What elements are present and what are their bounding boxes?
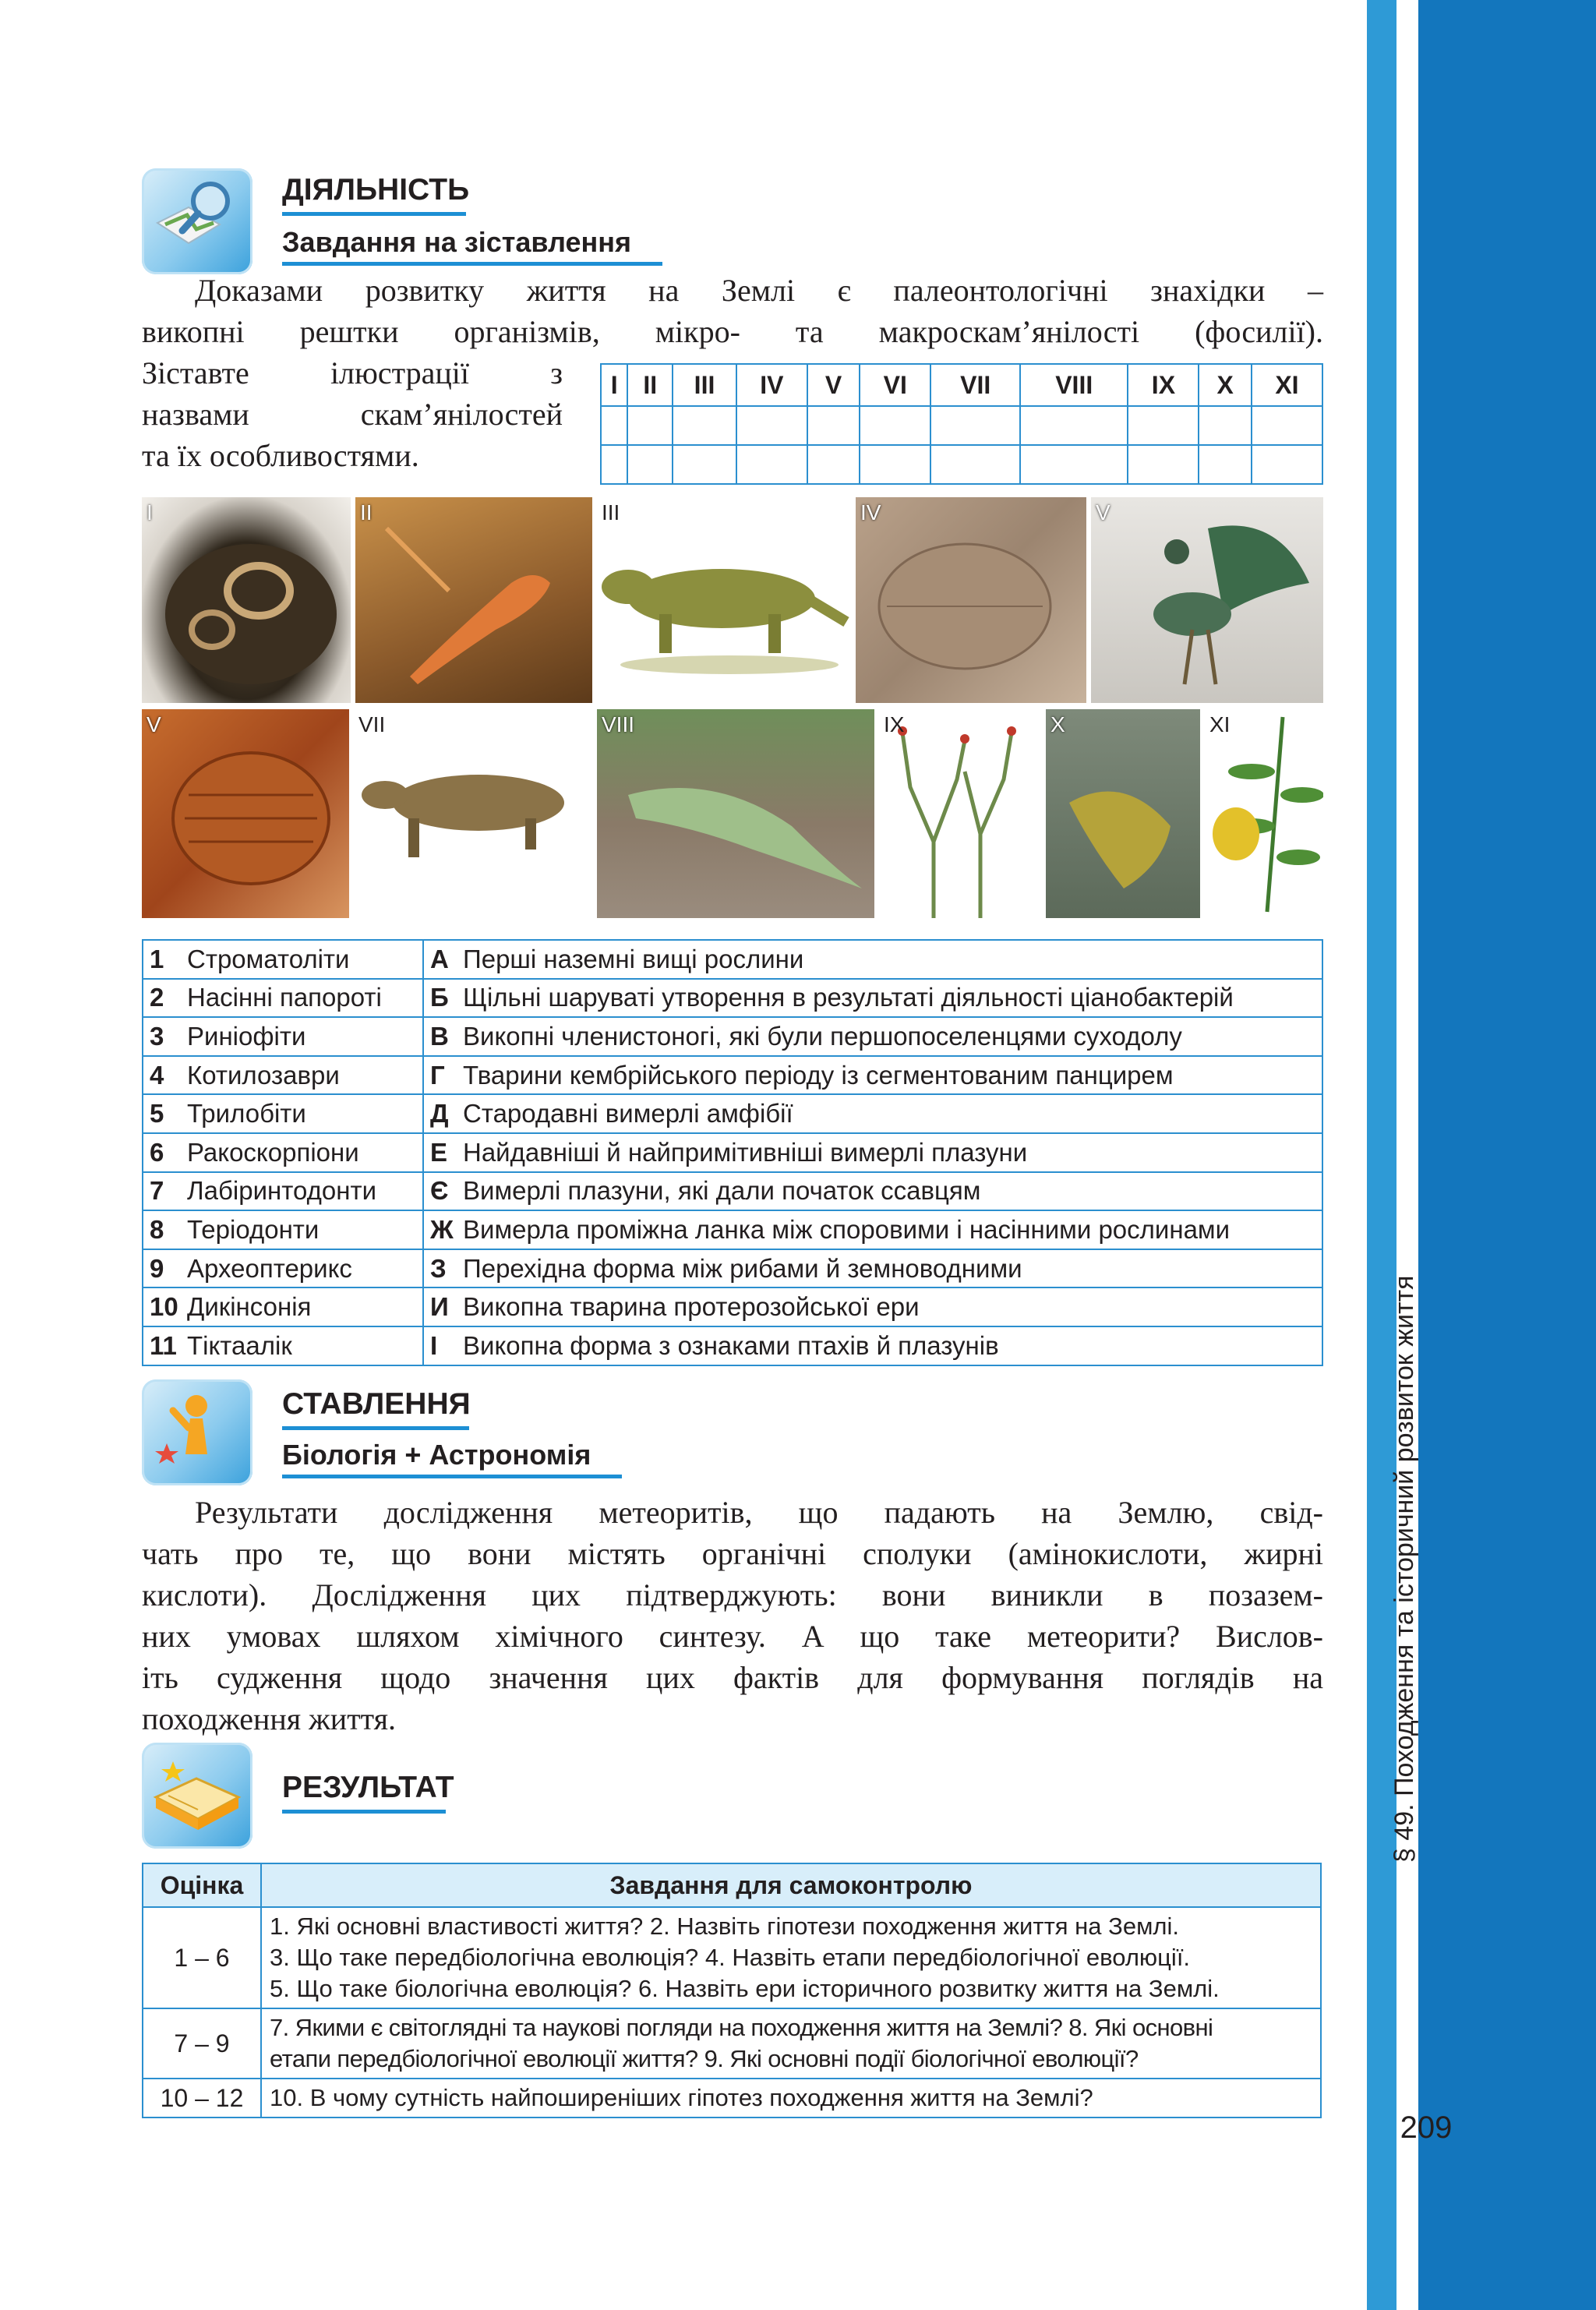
title-underline xyxy=(282,1810,446,1814)
table-row xyxy=(143,1907,1321,2008)
feature-letter: Е xyxy=(423,1133,457,1172)
feature-desc: Викопна тварина протерозойської ери xyxy=(457,1287,1322,1326)
fossil-name: Тіктаалік xyxy=(181,1326,423,1365)
archaeopteryx-image xyxy=(1091,497,1323,703)
grade-cell: 10 – 12 xyxy=(143,2079,261,2118)
notebook-icon xyxy=(142,1743,252,1849)
table-row xyxy=(143,1249,1322,1288)
dickinsonia-image xyxy=(856,497,1086,703)
feature-desc: Викопні членистоногі, які були першопоселенцями суходолу xyxy=(457,1017,1322,1056)
grid-header: I xyxy=(601,364,627,406)
item-number: 8 xyxy=(143,1210,181,1249)
attitude-subtitle: Біологія + Астрономія xyxy=(282,1439,591,1471)
table-row xyxy=(143,979,1322,1018)
table-row xyxy=(143,1326,1322,1365)
feature-letter: З xyxy=(423,1249,457,1288)
feature-letter: Г xyxy=(423,1056,457,1095)
table-row xyxy=(143,1133,1322,1172)
answer-grid xyxy=(600,363,1323,485)
feature-letter: І xyxy=(423,1326,457,1365)
table-row xyxy=(143,1094,1322,1133)
grid-header: XI xyxy=(1252,364,1322,406)
feature-desc: Вимерлі плазуни, які дали початок ссавцям xyxy=(457,1172,1322,1211)
answer-cell[interactable] xyxy=(807,445,860,484)
item-number: 1 xyxy=(143,940,181,979)
item-number: 6 xyxy=(143,1133,181,1172)
answer-cell[interactable] xyxy=(627,445,673,484)
grid-header: X xyxy=(1199,364,1251,406)
attitude-icon xyxy=(142,1379,252,1485)
answer-cell[interactable] xyxy=(1252,406,1322,445)
feature-desc: Щільні шаруваті утворення в результаті діяльності ціанобактерій xyxy=(457,979,1322,1018)
feature-desc: Викопна форма з ознаками птахів й плазунів xyxy=(457,1326,1322,1365)
seed-fern-image xyxy=(1205,709,1323,918)
item-number: 9 xyxy=(143,1249,181,1288)
answer-cell[interactable] xyxy=(1128,445,1199,484)
fossil-name: Котилозаври xyxy=(181,1056,423,1095)
fossil-name: Лабіринтодонти xyxy=(181,1172,423,1211)
result-title: РЕЗУЛЬТАТ xyxy=(282,1771,454,1804)
task-line: 5. Що таке біологічна еволюція? 6. Назвіть ери історичного розвитку життя на Землі. xyxy=(270,1975,1220,2002)
image-label: I xyxy=(147,500,153,525)
title-underline xyxy=(282,1426,469,1430)
table-row xyxy=(143,940,1322,979)
text-line: них умовах шляхом хімічного синтезу. А що таке метеорити? Вислов- xyxy=(142,1619,1323,1654)
image-label: VIII xyxy=(602,712,635,736)
item-number: 10 xyxy=(143,1287,181,1326)
table-row xyxy=(143,2008,1321,2079)
table-row xyxy=(143,1017,1322,1056)
task-line: 10. В чому сутність найпоширеніших гіпотез походження життя на Землі? xyxy=(270,2084,1093,2111)
answer-cell[interactable] xyxy=(627,406,673,445)
text-line: назвами скам’янілостей xyxy=(142,397,563,432)
task-cell xyxy=(261,2008,1321,2079)
answer-cell[interactable] xyxy=(1020,406,1128,445)
grid-header: VIII xyxy=(1020,364,1128,406)
chapter-caption: § 49. Походження та історичний розвиток життя xyxy=(1389,1275,1419,1863)
fossil-name: Археоптерикс xyxy=(181,1249,423,1288)
feature-letter: А xyxy=(423,940,457,979)
grid-header: V xyxy=(807,364,860,406)
item-number: 2 xyxy=(143,979,181,1018)
subtitle-underline xyxy=(282,1475,622,1478)
item-number: 7 xyxy=(143,1172,181,1211)
theriodont-image xyxy=(354,709,592,918)
task-line: етапи передбіологічної еволюції життя? 9. Які основні події біологічної еволюції? xyxy=(270,2045,1139,2072)
answer-cell[interactable] xyxy=(673,445,736,484)
fossil-name: Ракоскорпіони xyxy=(181,1133,423,1172)
table-row xyxy=(143,1287,1322,1326)
image-label: VII xyxy=(358,712,386,736)
map-magnifier-icon xyxy=(142,168,252,274)
margin-band xyxy=(1418,0,1596,2310)
cotylosaur-image xyxy=(597,497,851,703)
image-label: III xyxy=(602,500,620,525)
text-line: чать про те, що вони містять органічні сполуки (амінокислоти, жирні xyxy=(142,1536,1323,1571)
grid-header: VII xyxy=(930,364,1020,406)
tiktaalik-image xyxy=(1046,709,1200,918)
grade-cell: 7 – 9 xyxy=(143,2008,261,2079)
answer-cell[interactable] xyxy=(1020,445,1128,484)
grid-header: II xyxy=(627,364,673,406)
answer-cell[interactable] xyxy=(736,406,807,445)
rhyniophyte-image xyxy=(879,709,1041,918)
item-number: 5 xyxy=(143,1094,181,1133)
attitude-title: СТАВЛЕННЯ xyxy=(282,1387,471,1421)
task-line: 1. Які основні властивості життя? 2. Назвіть гіпотези походження життя на Землі. xyxy=(270,1913,1180,1940)
sea-scorpion-image xyxy=(355,497,592,703)
feature-letter: В xyxy=(423,1017,457,1056)
image-label: X xyxy=(1050,712,1065,736)
activity-text xyxy=(142,270,1323,352)
fossil-name: Теріодонти xyxy=(181,1210,423,1249)
text-line: Доказами розвитку життя на Землі є палеонтологічні знахідки – xyxy=(195,273,1323,308)
item-number: 11 xyxy=(143,1326,181,1365)
answer-cell[interactable] xyxy=(1199,445,1251,484)
feature-desc: Тварини кембрійського періоду із сегментованим панцирем xyxy=(457,1056,1322,1095)
subtitle-underline xyxy=(282,262,662,266)
text-line: Зіставте ілюстрації з xyxy=(142,355,563,390)
answer-cell[interactable] xyxy=(807,406,860,445)
answer-cell[interactable] xyxy=(673,406,736,445)
image-label: V xyxy=(1096,500,1110,525)
fossil-name: Дикінсонія xyxy=(181,1287,423,1326)
fossil-name: Насінні папороті xyxy=(181,979,423,1018)
task-line: 3. Що таке передбіологічна еволюція? 4. Назвіть етапи передбіологічної еволюції. xyxy=(270,1944,1191,1971)
column-header: Оцінка xyxy=(143,1863,261,1907)
answer-cell[interactable] xyxy=(601,406,627,445)
text-line: та їх особливостями. xyxy=(142,438,419,473)
answer-cell[interactable] xyxy=(1128,406,1199,445)
trilobite-image xyxy=(142,709,349,918)
column-header: Завдання для самоконтролю xyxy=(261,1863,1321,1907)
table-row xyxy=(143,1056,1322,1095)
matching-table xyxy=(142,939,1323,1366)
feature-desc: Стародавні вимерлі амфібії xyxy=(457,1094,1322,1133)
text-line: Результати дослідження метеоритів, що падають на Землю, свід- xyxy=(195,1495,1323,1530)
item-number: 4 xyxy=(143,1056,181,1095)
labyrinthodont-image xyxy=(597,709,874,918)
fossil-name: Риніофіти xyxy=(181,1017,423,1056)
fossil-name: Трилобіти xyxy=(181,1094,423,1133)
text-line: викопні рештки організмів, мікро- та макроскам’янілості (фосилії). xyxy=(142,314,1323,349)
table-row xyxy=(143,1172,1322,1211)
title-underline xyxy=(282,212,466,216)
answer-cell[interactable] xyxy=(860,406,930,445)
feature-desc: Вимерла проміжна ланка між споровими і насінними рослинами xyxy=(457,1210,1322,1249)
grid-header: IV xyxy=(736,364,807,406)
task-cell xyxy=(261,2079,1321,2118)
grid-header: VI xyxy=(860,364,930,406)
task-line: 7. Якими є світоглядні та наукові погляди на походження життя на Землі? 8. Які основні xyxy=(270,2014,1213,2041)
item-number: 3 xyxy=(143,1017,181,1056)
image-label: V xyxy=(147,712,161,736)
answer-cell[interactable] xyxy=(736,445,807,484)
answer-cell[interactable] xyxy=(1252,445,1322,484)
page-number: 209 xyxy=(1400,2110,1453,2145)
answer-cell[interactable] xyxy=(601,445,627,484)
task-cell xyxy=(261,1907,1321,2008)
answer-cell[interactable] xyxy=(860,445,930,484)
text-line: кислоти). Дослідження цих підтверджують: вони виникли в позазем- xyxy=(142,1577,1323,1612)
fossil-name: Строматоліти xyxy=(181,940,423,979)
grade-cell: 1 – 6 xyxy=(143,1907,261,2008)
activity-subtitle: Завдання на зіставлення xyxy=(282,226,631,258)
text-line: іть судження щодо значення цих фактів для формування поглядів на xyxy=(142,1660,1323,1695)
activity-text-left xyxy=(142,352,563,476)
feature-letter: Д xyxy=(423,1094,457,1133)
image-label: IV xyxy=(860,500,881,525)
image-label: XI xyxy=(1209,712,1231,736)
self-control-table xyxy=(142,1863,1322,2118)
table-row xyxy=(143,1210,1322,1249)
table-row xyxy=(143,2079,1321,2118)
answer-cell[interactable] xyxy=(930,445,1020,484)
feature-desc: Перші наземні вищі рослини xyxy=(457,940,1322,979)
feature-desc: Найдавніші й найпримітивніші вимерлі плазуни xyxy=(457,1133,1322,1172)
feature-letter: Є xyxy=(423,1172,457,1211)
feature-letter: И xyxy=(423,1287,457,1326)
grid-header: IX xyxy=(1128,364,1199,406)
text-line: походження життя. xyxy=(142,1701,397,1736)
answer-cell[interactable] xyxy=(1199,406,1251,445)
feature-desc: Перехідна форма між рибами й земноводними xyxy=(457,1249,1322,1288)
image-label: II xyxy=(360,500,373,525)
feature-letter: Ж xyxy=(423,1210,457,1249)
feature-letter: Б xyxy=(423,979,457,1018)
image-label: IX xyxy=(884,712,905,736)
activity-title: ДІЯЛЬНІСТЬ xyxy=(282,173,470,207)
attitude-text xyxy=(142,1492,1323,1740)
grid-header: III xyxy=(673,364,736,406)
answer-cell[interactable] xyxy=(930,406,1020,445)
stromatolite-image xyxy=(142,497,351,703)
